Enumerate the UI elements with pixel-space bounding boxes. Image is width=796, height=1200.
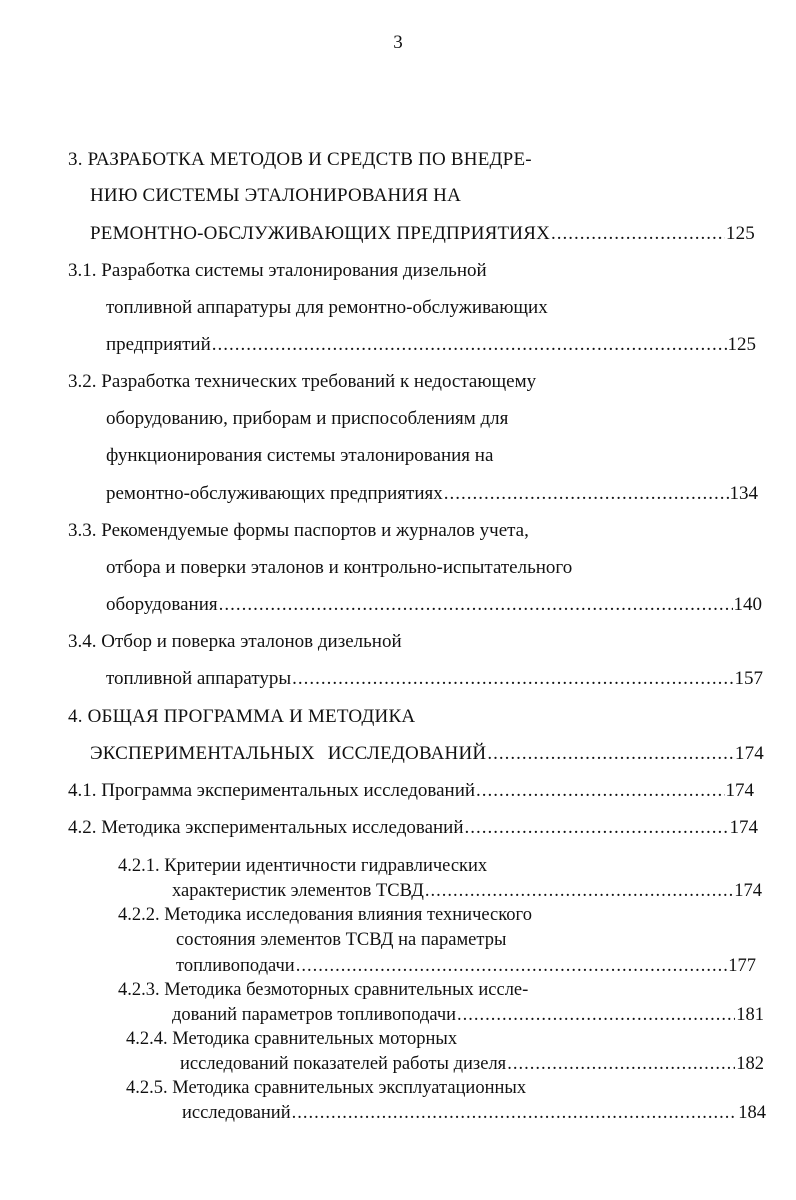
toc-entry-4-line2: [90, 740, 764, 768]
toc-page-number: 174: [729, 817, 758, 838]
toc-entry-3-4-line2: [106, 665, 763, 693]
toc-text: НИЮ СИСТЕМЫ ЭТАЛОНИРОВАНИЯ НА: [90, 185, 462, 206]
toc-text: 4.2.5. Методика сравнительных эксплуатационных: [126, 1078, 527, 1098]
page-number: 3: [393, 32, 403, 53]
toc-text: исследований показателей работы дизеля: [180, 1054, 507, 1074]
toc-entry-4-1: [68, 777, 754, 805]
toc-text: 4.2.3. Методика безмоторных сравнительных иссле-: [118, 980, 529, 1000]
dot-leader: [444, 480, 729, 508]
toc-entry-3-2-line3: [106, 442, 493, 470]
dot-leader: [551, 220, 725, 248]
toc-page-number: 174: [725, 780, 754, 801]
toc-page-number: 184: [738, 1103, 766, 1123]
toc-text: ЭКСПЕРИМЕНТАЛЬНЫХ ИССЛЕДОВАНИЙ: [90, 743, 487, 764]
toc-entry-4-2-4-line1: [126, 1026, 457, 1052]
dot-leader: [296, 953, 728, 979]
toc-entry-4-2: [68, 814, 758, 842]
toc-text: топливоподачи: [176, 956, 295, 976]
toc-text: отбора и поверки эталонов и контрольно-испытательного: [106, 557, 573, 578]
toc-page-number: 157: [734, 668, 763, 689]
toc-text: топливной аппаратуры: [106, 668, 292, 689]
toc-text: 4.2.1. Критерии идентичности гидравлических: [118, 856, 488, 876]
toc-text: предприятий: [106, 334, 211, 355]
dot-leader: [465, 814, 729, 842]
toc-text: функционирования системы эталонирования на: [106, 445, 494, 466]
toc-page-number: 181: [736, 1005, 764, 1025]
toc-text: 4.2.2. Методика исследования влияния технического: [118, 905, 532, 925]
toc-text: характеристик элементов ТСВД: [172, 881, 424, 901]
toc-entry-3-2-line2: [106, 405, 508, 433]
toc-page-number: 174: [734, 881, 762, 901]
toc-entry-4-2-1-line2: [172, 878, 762, 904]
dot-leader: [219, 591, 733, 619]
toc-entry-3-2-line1: [68, 368, 536, 396]
toc-entry-3-1-line2: [106, 294, 548, 322]
toc-text: состояния элементов ТСВД на параметры: [176, 930, 507, 950]
dot-leader: [212, 331, 727, 359]
dot-leader: [292, 1100, 738, 1126]
toc-page-number: 134: [729, 483, 758, 504]
toc-page-number: 140: [733, 594, 762, 615]
toc-entry-3-3-line2: [106, 554, 572, 582]
toc-text: оборудованию, приборам и приспособлениям для: [106, 408, 509, 429]
toc-page-number: 177: [728, 956, 756, 976]
toc-text: топливной аппаратуры для ремонтно-обслуживающих: [106, 297, 548, 318]
toc-entry-3-line1: [68, 146, 532, 174]
toc-entry-4-2-2-line1: [118, 902, 532, 928]
toc-page-number: 182: [736, 1054, 764, 1074]
dot-leader: [425, 878, 733, 904]
toc-entry-4-2-5-line1: [126, 1075, 526, 1101]
toc-entry-3-4-line1: [68, 628, 402, 656]
toc-entry-3-3-line1: [68, 517, 529, 545]
toc-text: 3.4. Отбор и поверка эталонов дизельной: [68, 631, 402, 652]
toc-text: 3.2. Разработка технических требований к недостающему: [68, 371, 537, 392]
toc-entry-3-1-line1: [68, 257, 487, 285]
toc-text: оборудования: [106, 594, 218, 615]
toc-page-number: 174: [734, 743, 764, 764]
toc-entry-4-2-1-line1: [118, 853, 487, 879]
toc-entry-4-2-4-line2: [180, 1051, 764, 1077]
toc-text: 3. РАЗРАБОТКА МЕТОДОВ И СРЕДСТВ ПО ВНЕДРЕ-: [68, 149, 532, 170]
toc-entry-4-line1: [68, 703, 415, 731]
toc-entry-4-2-2-line3: [176, 953, 756, 979]
toc-text: 4.2. Методика экспериментальных исследований: [68, 817, 464, 838]
toc-text: дований параметров топливоподачи: [172, 1005, 457, 1025]
toc-text: исследований: [182, 1103, 291, 1123]
toc-entry-3-line3: [90, 220, 755, 248]
toc-entry-3-3-line3: [106, 591, 762, 619]
dot-leader: [457, 1002, 735, 1028]
toc-text: РЕМОНТНО-ОБСЛУЖИВАЮЩИХ ПРЕДПРИЯТИЯХ: [90, 223, 551, 244]
toc-entry-3-1-line3: [106, 331, 756, 359]
dot-leader: [476, 777, 724, 805]
toc-entry-3-line2: [90, 182, 461, 210]
toc-text: 3.1. Разработка системы эталонирования дизельной: [68, 260, 487, 281]
toc-page-number: 125: [727, 334, 756, 355]
toc-entry-4-2-5-line2: [182, 1100, 766, 1126]
toc-text: 3.3. Рекомендуемые формы паспортов и журналов учета,: [68, 520, 529, 541]
dot-leader: [507, 1051, 735, 1077]
toc-entry-4-2-3-line1: [118, 977, 528, 1003]
toc-entry-3-2-line4: [106, 480, 758, 508]
toc-text: ремонтно-обслуживающих предприятиях: [106, 483, 443, 504]
dot-leader: [292, 665, 733, 693]
toc-page-number: 125: [725, 223, 755, 244]
toc-entry-4-2-2-line2: [176, 927, 506, 953]
toc-text: 4.2.4. Методика сравнительных моторных: [126, 1029, 458, 1049]
toc-text: 4. ОБЩАЯ ПРОГРАММА И МЕТОДИКА: [68, 706, 416, 727]
dot-leader: [487, 740, 734, 768]
toc-entry-4-2-3-line2: [172, 1002, 764, 1028]
toc-text: 4.1. Программа экспериментальных исследований: [68, 780, 476, 801]
